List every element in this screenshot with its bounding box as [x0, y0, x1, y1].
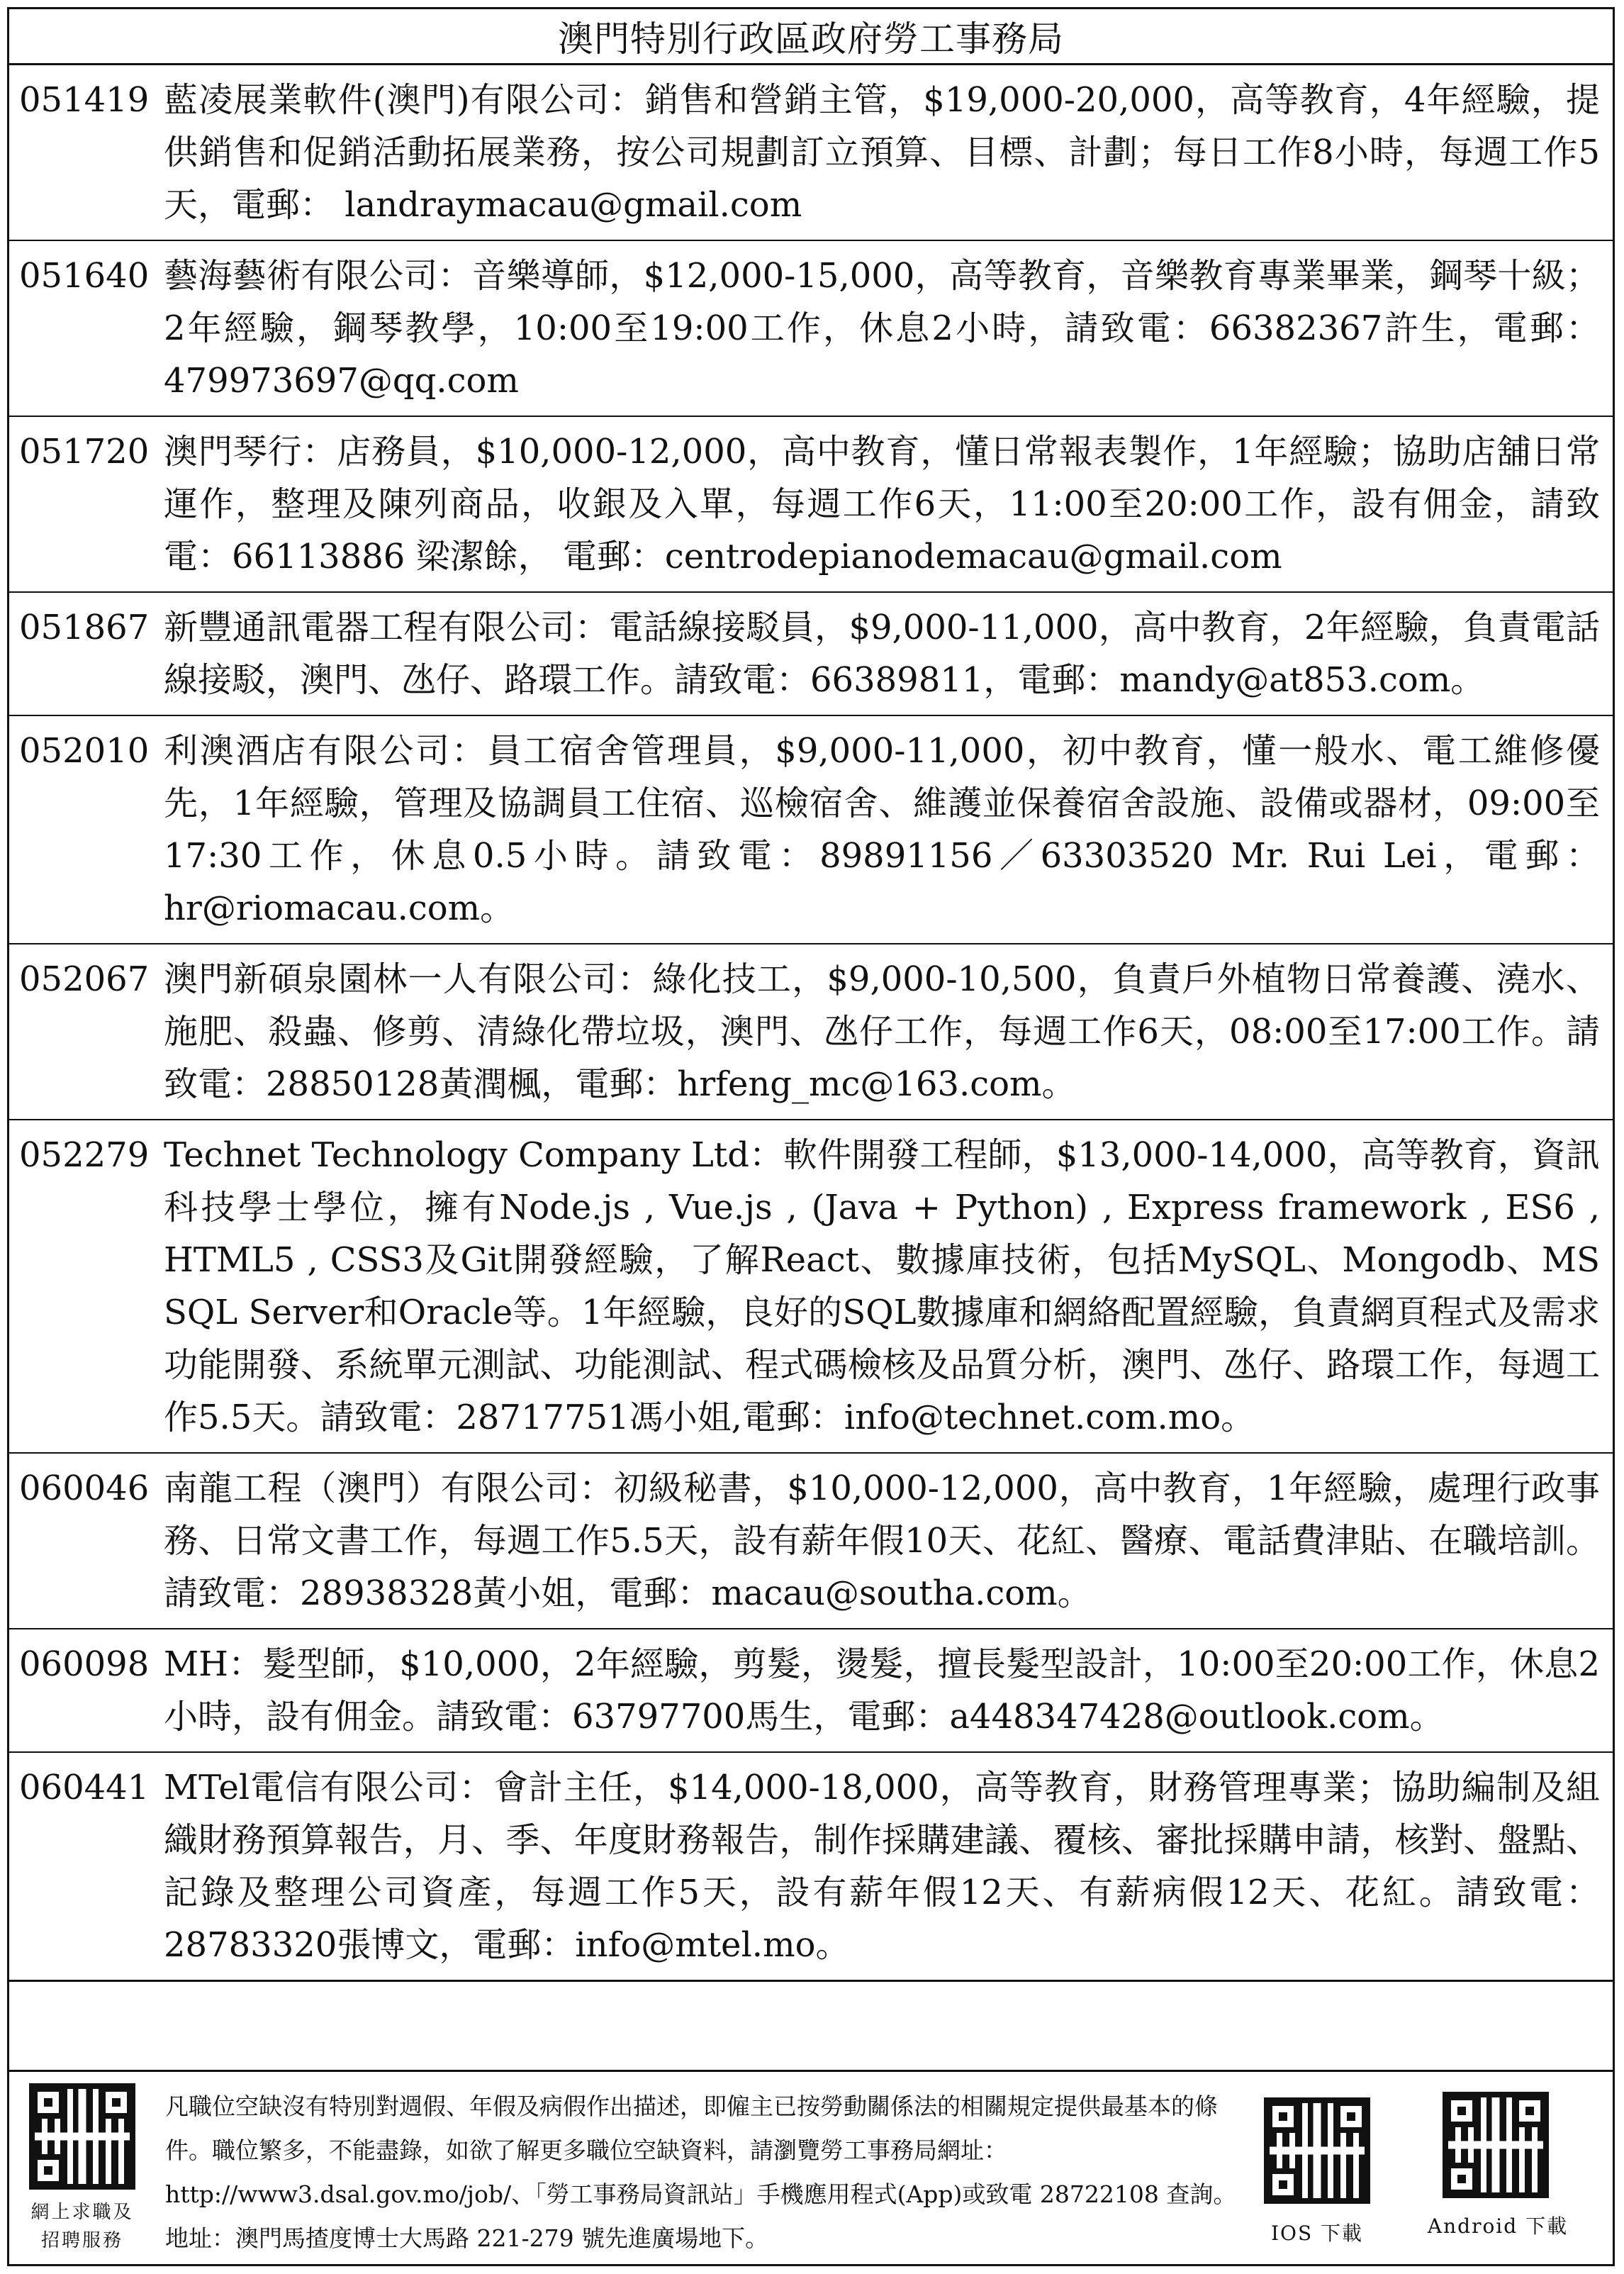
job-id: 052010: [19, 731, 150, 771]
job-description: MTel電信有限公司：會計主任，$14,000-18,000，高等教育，財務管理專業；協助編制及組織財務預算報告，月、季、年度財務報告，制作採購建議、覆核、審批採購申請，核對、盤點、記錄及整理公司資產，每週工作5天，設有薪年假12天、有薪病假12天、花紅。請致電：28783320張博文，電郵：info@mtel.mo。: [164, 1768, 1600, 1965]
job-description: Technet Technology Company Ltd：軟件開發工程師，$13,000-14,000，高等教育，資訊科技學士學位，擁有Node.js , Vue.js , (Java + Python) , Express framework , ES6 , HTML5 , CSS3及Git開發經驗，了解React、數據庫技術，包括MySQL、Mongodb、MS SQL Server和Oracle等。1年經驗，良好的SQL數據庫和網絡配置經驗，負責網頁程式及需求功能開發、系統單元測試、功能測試、程式碼檢核及品質分析，澳門、氹仔、路環工作，每週工作5.5天。請致電：28717751馮小姐,電郵：info@technet.com.mo。: [164, 1135, 1600, 1437]
job-listing: [9, 1753, 1613, 1982]
job-id: 060441: [19, 1768, 150, 1807]
job-description: 藍凌展業軟件(澳門)有限公司：銷售和營銷主管，$19,000-20,000，高等教育，4年經驗，提供銷售和促銷活動拓展業務，按公司規劃訂立預算、目標、計劃；每日工作8小時，每週工作5天，電郵： landraymacau@gmail.com: [164, 80, 1600, 225]
job-id: 051640: [19, 256, 150, 296]
job-listing: [9, 65, 1613, 241]
job-id: 060046: [19, 1468, 150, 1508]
job-id: 051720: [19, 432, 150, 472]
job-description: 澳門琴行：店務員，$10,000-12,000，高中教育，懂日常報表製作，1年經驗；協助店舖日常運作，整理及陳列商品，收銀及入單，每週工作6天，11:00至20:00工作，設有佣金，請致電：66113886 梁潔餘， 電郵：centrodepianodemacau@gmail.com: [164, 432, 1600, 576]
qr-caption-line: 網上求職及: [30, 2202, 134, 2223]
job-listing: [9, 1454, 1613, 1629]
job-listing: [9, 716, 1613, 944]
qr-caption: [22, 2198, 142, 2255]
job-listing: [9, 1629, 1613, 1753]
job-description: 南龍工程（澳門）有限公司：初級秘書，$10,000-12,000，高中教育，1年經驗，處理行政事務、日常文書工作，每週工作5.5天，設有薪年假10天、花紅、醫療、電話費津貼、在職培訓。請致電：28938328黃小姐，電郵：macau@southa.com。: [164, 1468, 1600, 1613]
job-vacancy-notice: [7, 7, 1615, 2266]
android-qr-code-icon[interactable]: [1443, 2092, 1549, 2198]
job-id: 060098: [19, 1644, 150, 1684]
footer: [9, 2070, 1613, 2264]
ios-qr-code-icon[interactable]: [1264, 2097, 1370, 2204]
job-listing: [9, 241, 1613, 417]
job-listing: [9, 944, 1613, 1120]
qr-caption-line: 招聘服務: [40, 2230, 123, 2251]
job-id: 051419: [19, 80, 150, 120]
job-id: 052067: [19, 959, 150, 999]
job-description: MH：髮型師，$10,000，2年經驗，剪髮，燙髮，擅長髮型設計，10:00至20:00工作，休息2小時，設有佣金。請致電：63797700馬生，電郵：a448347428@outlook.com。: [164, 1644, 1600, 1737]
footer-note: 凡職位空缺沒有特別對週假、年假及病假作出描述，即僱主已按勞動關係法的相關規定提供最基本的條件。職位繁多，不能盡錄，如欲了解更多職位空缺資料，請瀏覽勞工事務局網址：http://www3.dsal.gov.mo/job/、「勞工事務局資訊站」手機應用程式(App)或致電 28722108 查詢。地址：澳門馬揸度博士大馬路 221-279 號先進廣場地下。: [165, 2092, 1237, 2252]
job-list: [9, 65, 1613, 1982]
job-description: 澳門新碩泉園林一人有限公司：綠化技工，$9,000-10,500，負責戶外植物日常養護、澆水、施肥、殺蟲、修剪、清綠化帶垃圾，澳門、氹仔工作，每週工作6天，08:00至17:00工作。請致電：28850128黃潤楓，電郵：hrfeng_mc@163.com。: [164, 959, 1600, 1104]
job-id: 052279: [19, 1135, 150, 1175]
job-id: 051867: [19, 608, 150, 647]
android-download-label: Android 下載: [1427, 2214, 1569, 2238]
job-listing: [9, 417, 1613, 593]
job-description: 新豐通訊電器工程有限公司：電話線接駁員，$9,000-11,000，高中教育，2年經驗，負責電話線接駁，澳門、氹仔、路環工作。請致電：66389811，電郵：mandy@at853.com。: [164, 608, 1600, 700]
job-description: 藝海藝術有限公司：音樂導師，$12,000-15,000，高等教育，音樂教育專業畢業，鋼琴十級；2年經驗，鋼琴教學，10:00至19:00工作，休息2小時，請致電：66382367許生，電郵：479973697@qq.com: [164, 256, 1600, 401]
page-title: 澳門特別行政區政府勞工事務局: [9, 9, 1613, 65]
qr-code-icon[interactable]: [29, 2083, 135, 2190]
ios-download-label: IOS 下載: [1270, 2222, 1364, 2245]
job-description: 利澳酒店有限公司：員工宿舍管理員，$9,000-11,000，初中教育，懂一般水、電工維修優先，1年經驗，管理及協調員工住宿、巡檢宿舍、維護並保養宿舍設施、設備或器材，09:00至17:30工作，休息0.5小時。請致電：89891156／63303520 Mr. Rui Lei，電郵：hr@riomacau.com。: [164, 731, 1600, 928]
job-listing: [9, 593, 1613, 716]
job-listing: [9, 1120, 1613, 1454]
